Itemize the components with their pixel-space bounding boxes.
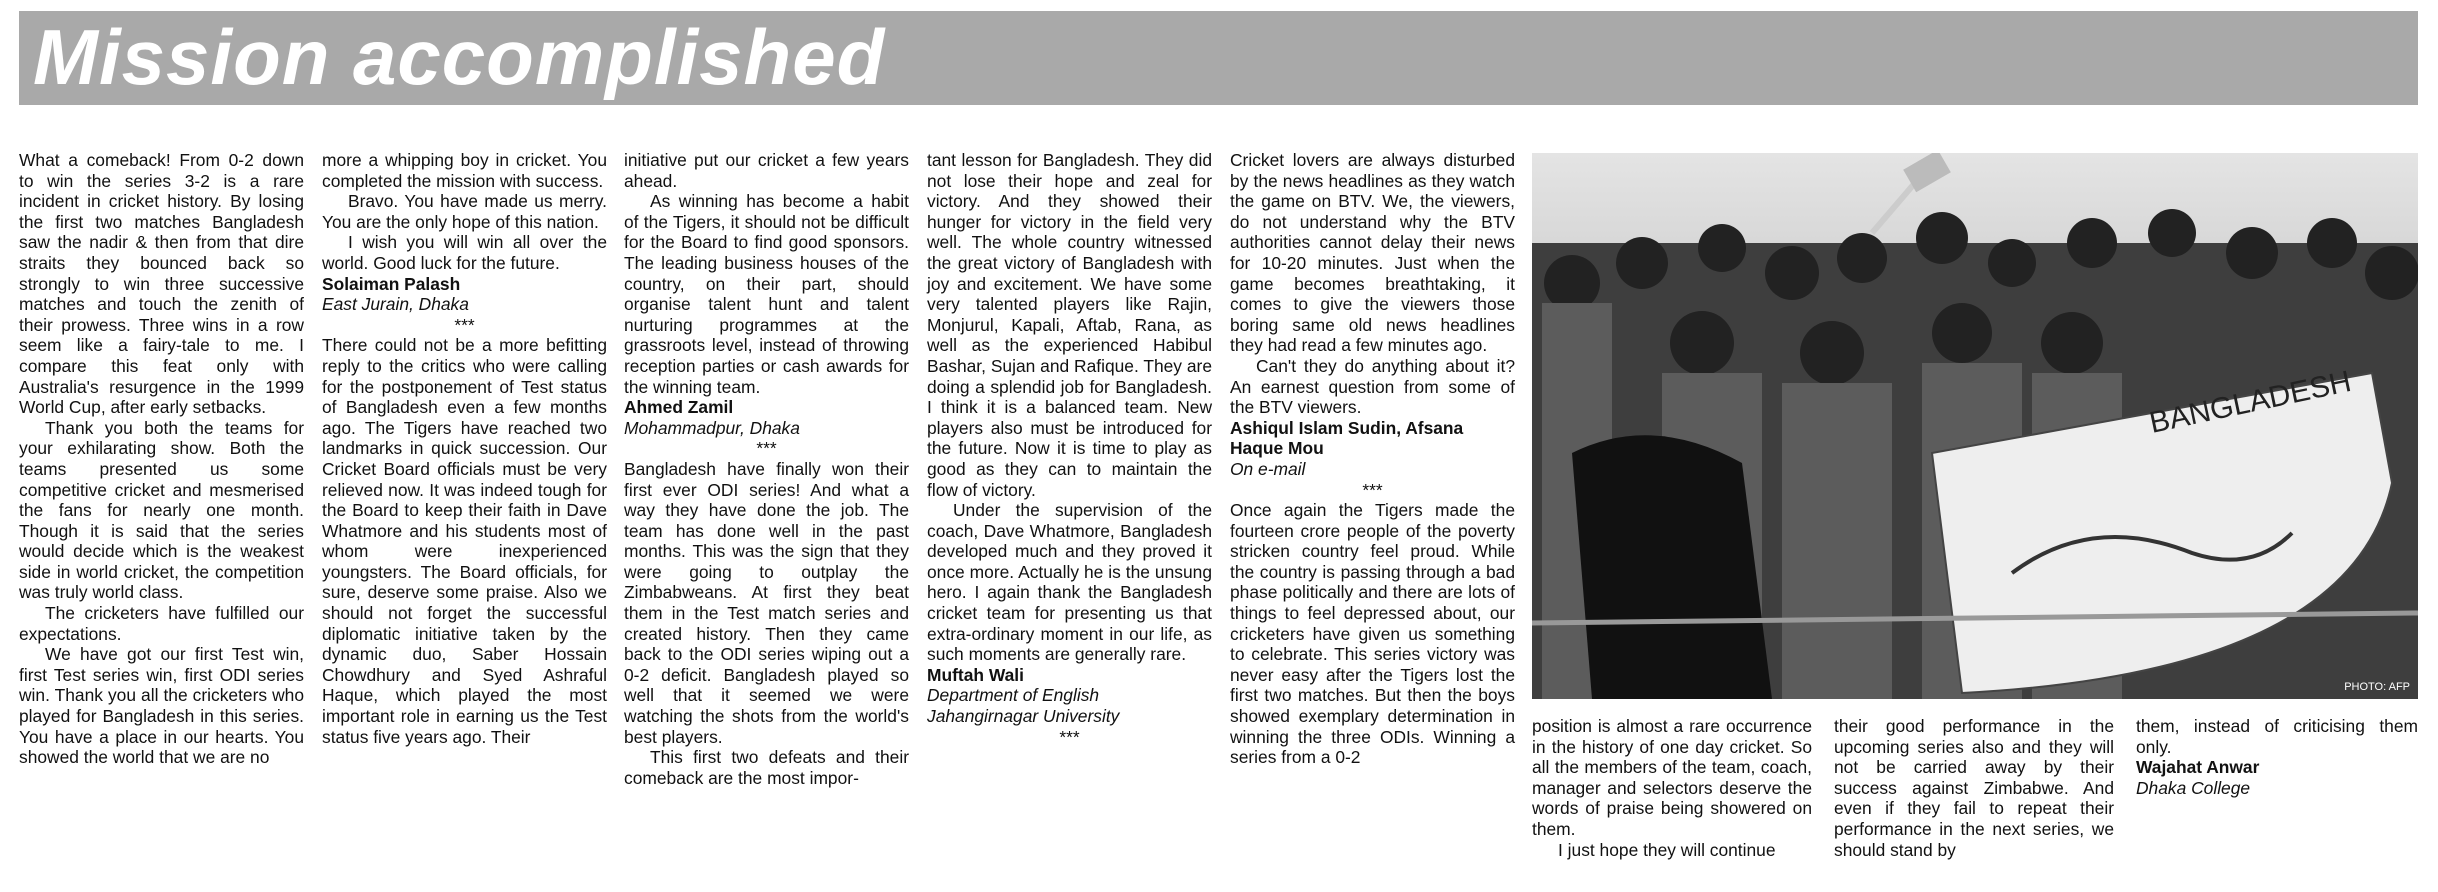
column-7: [1834, 716, 2114, 860]
headline-bar: [19, 11, 2418, 105]
letter-signature: Muftah Wali: [927, 664, 1024, 685]
paragraph: more a whipping boy in cricket. You completed the mission with success.: [322, 150, 607, 191]
letter-signature: Solaiman Palash: [322, 273, 461, 294]
letter-signature: Ashiqul Islam Sudin, Afsana Haque Mou: [1230, 417, 1464, 459]
column-2: [322, 150, 607, 747]
paragraph: Thank you both the teams for your exhilarating show. Both the teams presented us some competitive cricket and mesmerised the fans for nearly one month. Though it is said that the series would decide which is the weakest side in world cricket, the competition was truly world class.: [19, 417, 304, 603]
paragraph: The cricketers have fulfilled our expectations.: [19, 603, 304, 644]
column-5: [1230, 150, 1515, 768]
separator-stars: ***: [1362, 479, 1383, 500]
column-8: [2136, 716, 2418, 798]
column-1: [19, 150, 304, 768]
photo-credit: PHOTO: AFP: [2344, 681, 2410, 693]
paragraph: Cricket lovers are always disturbed by the news headlines as they watch the game on BTV. We, the viewers, do not understand why the BTV authorities cannot delay their news for 10-20 minutes. Just when the game becomes breathtaking, it comes to give the viewers those boring same old news headlines they had read a few minutes ago.: [1230, 150, 1515, 356]
paragraph: position is almost a rare occurrence in the history of one day cricket. So all the members of the team, coach, manager and selectors deserve the words of praise being showered on them.: [1532, 716, 1812, 839]
letter-location: Department of English: [927, 685, 1100, 706]
letter-location: On e-mail: [1230, 458, 1306, 479]
paragraph: I just hope they will continue: [1558, 839, 1776, 860]
paragraph: Under the supervision of the coach, Dave Whatmore, Bangladesh developed much and they proved it once more. Actually he is the unsung hero. I again thank the Bangladesh cricket team for presenting us that extra-ordinary moment in our life, as such moments are generally rare.: [927, 500, 1212, 665]
column-4: [927, 150, 1212, 747]
separator-stars: ***: [1059, 726, 1080, 747]
letter-signature: Ahmed Zamil: [624, 397, 734, 418]
headline: Mission accomplished: [33, 13, 886, 101]
paragraph: What a comeback! From 0-2 down to win the series 3-2 is a rare incident in cricket history. By losing the first two matches Bangladesh saw the nadir & then from that dire straits they bounced back so strongly to win three successive matches and touch the zenith of their prowess. Three wins in a row seem like a fairy-tale to me. I compare this feat only with Australia's resurgence in the 1999 World Cup, after early setbacks.: [19, 150, 304, 418]
paragraph: This first two defeats and their comeback are the most impor-: [624, 747, 909, 788]
letter-location: Jahangirnagar University: [927, 706, 1120, 727]
column-3: [624, 150, 909, 788]
paragraph: Can't they do anything about it? An earnest question from some of the BTV viewers.: [1230, 355, 1515, 418]
letter-signature: Wajahat Anwar: [2136, 757, 2260, 778]
column-6: [1532, 716, 1812, 860]
letter-location: Mohammadpur, Dhaka: [624, 417, 800, 438]
paragraph: There could not be a more befitting reply to the critics who were calling for the postponement of Test status of Bangladesh even a few months ago. The Tigers have reached two landmarks in quick succession. Our Cricket Board officials must be very relieved now. It was indeed tough for the Board to keep their faith in Dave Whatmore and his students most of whom were inexperienced youngsters. The Board officials, for sure, deserve some praise. Also we should not forget the successful diplomatic initiative taken by the dynamic duo, Saber Hossain Chowdhury and Syed Ashraful Haque, which played the most important role in earning us the Test status five years ago. Their: [322, 335, 607, 747]
paragraph: initiative put our cricket a few years ahead.: [624, 150, 909, 191]
separator-stars: ***: [454, 314, 475, 335]
paragraph: Bangladesh have finally won their first ever ODI series! And what a way they have done the job. The team has done well in the past months. This was the sign that they were going to outplay the Zimbabweans. At first they beat them in the Test match series and created history. Then they came back to the ODI series wiping out a 0-2 deficit. Bangladesh played so well that it seemed we were watching the shots from the world's best players.: [624, 458, 909, 747]
paragraph: As winning has become a habit of the Tigers, it should not be difficult for the Board to find good sponsors. The leading business houses of the country, on their part, should organise talent hunt and talent nurturing programmes at the grassroots level, instead of throwing reception parties or cash awards for the winning team.: [624, 191, 909, 397]
letter-location: Dhaka College: [2136, 777, 2251, 798]
letter-location: East Jurain, Dhaka: [322, 294, 469, 315]
paragraph: them, instead of criticising them only.: [2136, 716, 2418, 757]
fans-image: [1532, 153, 2418, 699]
banner-text: BANGLADESH: [2146, 364, 2355, 440]
paragraph: tant lesson for Bangladesh. They did not lose their hope and zeal for victory. And they showed their hunger for victory in the field very well. The whole country witnessed the great victory of Bangladesh with joy and excitement. We have some very talented players like Rajin, Monjurul, Kapali, Aftab, Rana, as well as the experienced Habibul Bashar, Sujan and Rafique. They are doing a splendid job for Bangladesh. I think it is a balanced team. New players also must be introduced for the future. Now it is time to play as good as they can to maintain the flow of victory.: [927, 150, 1212, 500]
crowd-photo: [1532, 153, 2418, 699]
paragraph: Once again the Tigers made the fourteen crore people of the poverty stricken country feel proud. While the country is passing through a bad phase politically and there are lots of things to feel depressed about, our cricketers have given us something to celebrate. This series victory was never easy after the Tigers lost the first two matches. But then the boys showed exemplary determination in winning the three ODIs. Winning a series from a 0-2: [1230, 500, 1515, 768]
paragraph: Bravo. You have made us merry. You are the only hope of this nation.: [322, 191, 607, 232]
paragraph: I wish you will win all over the world. Good luck for the future.: [322, 232, 607, 273]
paragraph: their good performance in the upcoming series also and they will not be carried away by their success against Zimbabwe. And even if they fail to repeat their performance in the next series, we should stand by: [1834, 716, 2114, 860]
separator-stars: ***: [756, 438, 777, 459]
paragraph: We have got our first Test win, first Test series win, first ODI series win. Thank you all the cricketers who played for Bangladesh in this series. You have a place in our hearts. You showed the world that we are no: [19, 644, 304, 768]
